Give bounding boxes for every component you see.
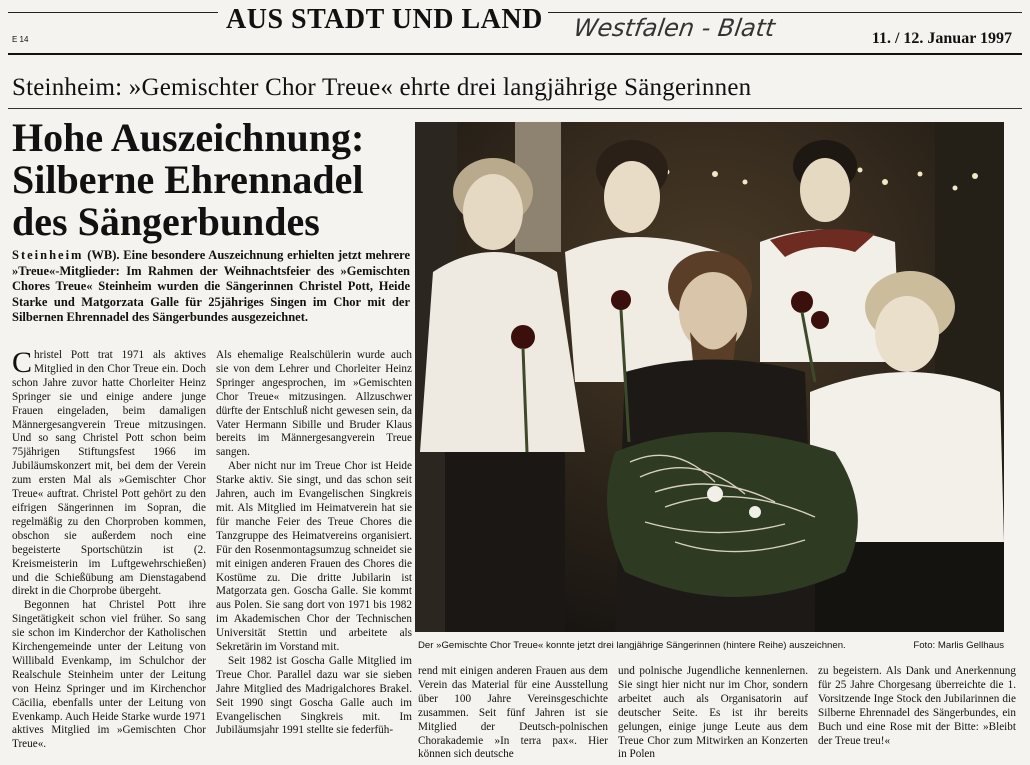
lead-text: (WB). Eine besondere Auszeichnung erhielten jetzt mehrere »Treue«-Mitglieder: Im Rahmen der Weihnachtsfeier des »Gemischten Chores Treue« Steinheim wurden die Sängerinnen Christel Pott, Heide Starke und Matgorzata Galle für 25jähriges Singen im Chor mit der Silbernen Ehrennadel des Sängerbundes ausgezeichnet. xyxy=(12,248,410,324)
lead-place: Steinheim xyxy=(12,248,84,262)
section-title: AUS STADT UND LAND xyxy=(226,4,543,35)
headline-line-2: Silberne Ehrennadel xyxy=(12,157,364,202)
paragraph: Aber nicht nur im Treue Chor ist Heide Starke aktiv. Sie singt, und das schon seit Jahren, auch im Evangelischen Singkreis mit. Als Mitglied im Heimatverein hat sie für manche Feier des Treue Chores die Tanzgruppe des Heimatvereins organisiert. Für den Rosenmontagsumzug schneidet sie mit einigen anderen Frauen des Chores die Kostüme zu. Die dritte Jubilarin ist Matgorzata gen. Goscha Galle. Sie kommt aus Polen. Sie sang dort von 1971 bis 1982 im Akademischen Chor der Technischen Universität Stettin und arbeitete als Sekretärin im Vorstand mit. xyxy=(216,460,412,654)
kicker-rule xyxy=(8,108,1022,109)
text-column-5 xyxy=(818,665,1016,748)
photo-illustration xyxy=(415,122,1004,632)
paragraph: rend mit einigen anderen Frauen aus dem Verein das Material für eine Ausstellung über 100 Jahre Vereinsgeschichte zusammen. Seit fünf Jahren ist sie Mitglied der Deutsch-polnischen Chorakademie »In terra pax«. Hier können sich deutsche xyxy=(418,665,608,761)
paragraph: zu begeistern. Als Dank und Anerkennung für 25 Jahre Chorgesang überreichte die 1. Vorsitzende Inge Stock den Jubilarinnen die Silberne Ehrennadel des Sängerbundes, ein Buch und eine Rose mit der Bitte: »Bleibt der Treue treu!« xyxy=(818,665,1016,747)
page-number: E 14 xyxy=(12,35,29,44)
photo-caption xyxy=(418,640,1018,651)
drop-cap: C xyxy=(12,346,33,379)
headline-line-1: Hohe Auszeichnung: xyxy=(12,115,365,160)
text-column-4 xyxy=(618,665,808,762)
text-column-1 xyxy=(12,346,206,752)
article-kicker: Steinheim: »Gemischter Chor Treue« ehrte drei langjährige Sängerinnen xyxy=(12,74,752,101)
article-lead xyxy=(12,248,410,326)
paragraph: Begonnen hat Christel Pott ihre Singetätigkeit schon viel früher. So sang sie schon im Kinderchor der Katholischen Kirchengemeinde unter der Leitung von Willibald Evenkamp, im Schulchor der Realschule Steinheim unter der Leitung von Heinz Springer und im Kirchenchor Cäcilia, ebenfalls unter der Leitung von Evenkamp. Auch Heide Starke wurde 1971 aktives Mitglied im »Gemischten Chor Treue«. xyxy=(12,599,206,751)
caption-text: Der »Gemischte Chor Treue« konnte jetzt drei langjährige Sängerinnen (hintere Reihe) auszeichnen. xyxy=(418,640,846,651)
headline-line-3: des Sängerbundes xyxy=(12,199,320,244)
text-column-3 xyxy=(418,665,608,762)
issue-date: 11. / 12. Januar 1997 xyxy=(871,30,1012,47)
header-rule-left xyxy=(8,12,218,13)
paragraph: Als ehemalige Realschülerin wurde auch sie von dem Lehrer und Chorleiter Heinz Springer angesprochen, im »Gemischten Chor Treue« mitzusingen. Allzuschwer dürfte der Entschluß nicht gewesen sein, da Vater Hermann Sibille und Bruder Klaus bereits im Männergesangverein Treue sangen. xyxy=(216,349,412,459)
paragraph: Christel Pott trat 1971 als aktives Mitglied in den Chor Treue ein. Doch schon Jahre zuvor hatte Chorleiter Heinz Springer sie und einige andere junge Frauen eingeladen, beim damaligen Männergesangverein Treue mitzusingen. Und so sang Christel Pott schon beim 75jährigen Stiftungsfest 1966 im Jubiläumskonzert mit, bei dem der Verein zum ersten Mal als »Gemischter Chor Treue« auftrat. Christel Pott gehört zu den eifrigen Sängerinnen im Sopran, die regelmäßig zu den Chorproben kommen, obschon sie außerdem noch eine begeisterte Sportschützin ist (2. Kreismeisterin im Luftgewehrschießen) und die Schießübung am Dienstagabend direkt in die Chorprobe übergeht. xyxy=(12,346,206,598)
text-column-2 xyxy=(216,349,412,738)
page-header xyxy=(8,0,1022,56)
paragraph: und polnische Jugendliche kennenlernen. Sie singt hier nicht nur im Chor, sondern arbeitet auch als Organisatorin auf deutscher Seite. Es ist ihr bereits gelungen, einige junge Leute aus dem Treue Chor zum Mitwirken an Konzerten in Polen xyxy=(618,665,808,761)
photo-credit: Foto: Marlis Gellhaus xyxy=(913,640,1004,651)
header-rule-right xyxy=(548,12,1022,13)
group-photo xyxy=(415,122,1004,632)
article-headline xyxy=(12,117,412,243)
header-rule xyxy=(8,53,1022,55)
handwritten-source-note: Westfalen - Blatt xyxy=(572,14,777,42)
paragraph: Seit 1982 ist Goscha Galle Mitglied im Treue Chor. Parallel dazu war sie sieben Jahre Mitglied des Madrigalchores Brakel. Seit 1990 singt Goscha Galle auch im Evangelischen Singkreis mit. Im Jubiläumsjahr 1991 stellte sie federfüh- xyxy=(216,654,412,737)
